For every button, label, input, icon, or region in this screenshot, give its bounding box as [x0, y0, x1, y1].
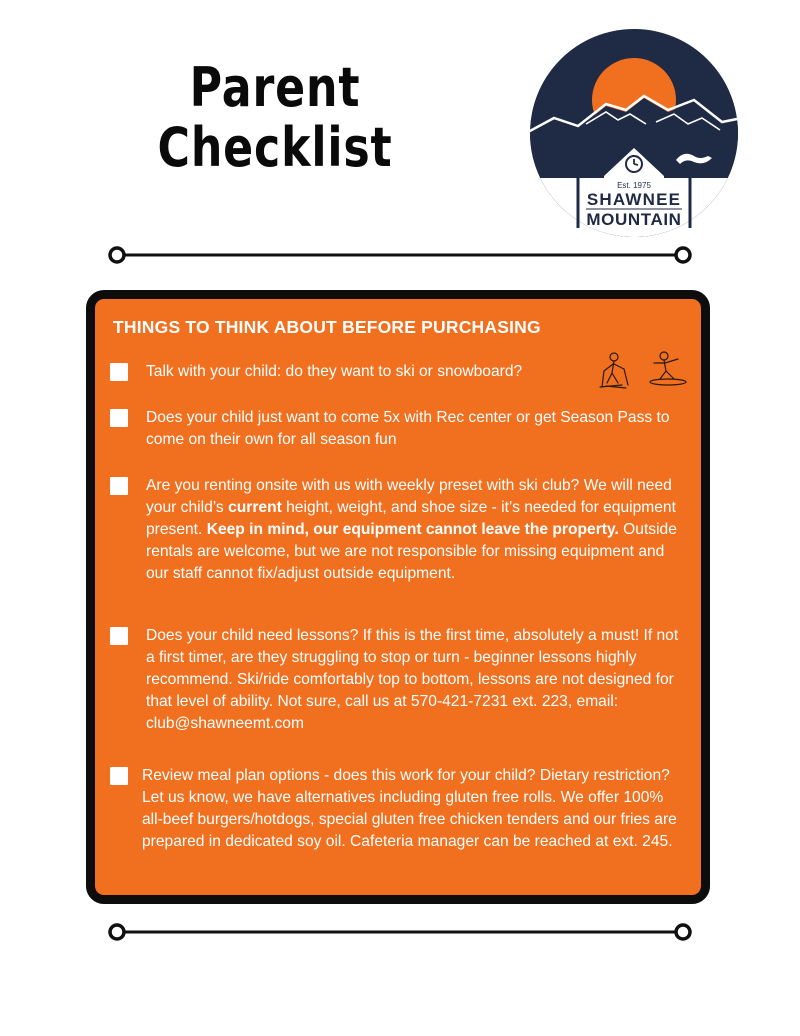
logo-name-line-2: MOUNTAIN — [586, 210, 682, 229]
title-line-2: Checklist — [157, 116, 393, 179]
checkbox[interactable] — [110, 627, 128, 645]
item-text-part: Are you renting onsite with us with weekly preset with ski club? We will need your child’s — [146, 477, 672, 516]
checklist-item-lessons — [110, 625, 687, 735]
logo-est: Est. 1975 — [617, 181, 651, 190]
item-text — [146, 475, 687, 585]
item-text-bold: current — [228, 499, 282, 516]
skier-and-snowboarder-icon — [592, 349, 704, 395]
logo-name-line-1: SHAWNEE — [586, 190, 682, 209]
panel-heading: THINGS TO THINK ABOUT BEFORE PURCHASING — [113, 317, 541, 337]
item-text-bold: Keep in mind, our equipment cannot leave the property. — [206, 521, 619, 538]
page-title — [148, 58, 402, 178]
checklist-item-rentals — [110, 475, 687, 585]
bottom-divider — [106, 921, 694, 943]
checkbox[interactable] — [110, 767, 128, 785]
item-text: Does your child just want to come 5x with Rec center or get Season Pass to come on their own for all season fun — [146, 409, 670, 448]
shawnee-mountain-logo — [526, 28, 742, 238]
title-line-1: Parent — [189, 56, 361, 119]
checkbox[interactable] — [110, 409, 128, 427]
item-text: Does your child need lessons? If this is the first time, absolutely a must! If not a first timer, are they struggling to stop or turn - beginner lessons highly recommend. Ski/ride comfortably top to bottom, lessons are not designed for that level of ability. Not sure, call us at 570-421-7231 ext. 223, email: club@shawneemt.com — [146, 627, 679, 732]
checkbox[interactable] — [110, 477, 128, 495]
item-text-part: height, weight, and shoe size - it’s needed for equipment present. — [146, 499, 676, 538]
top-divider — [106, 244, 694, 266]
checkbox[interactable] — [110, 363, 128, 381]
checklist-item-meal-plan — [110, 765, 687, 853]
item-text: Review meal plan options - does this work for your child? Dietary restriction? Let us know, we have alternatives including gluten free rolls. We offer 100% all-beef burgers/hotdogs, special gluten free chicken tenders and our fries are prepared in dedicated soy oil. Cafeteria manager can be reached at ext. 245. — [142, 767, 677, 850]
item-text: Talk with your child: do they want to ski or snowboard? — [146, 363, 523, 380]
item-text-part: Outside rentals are welcome, but we are not responsible for missing equipment and our staff cannot fix/adjust outside equipment. — [146, 521, 677, 582]
checklist-panel — [86, 290, 710, 904]
checklist-item-season-pass — [110, 407, 687, 451]
